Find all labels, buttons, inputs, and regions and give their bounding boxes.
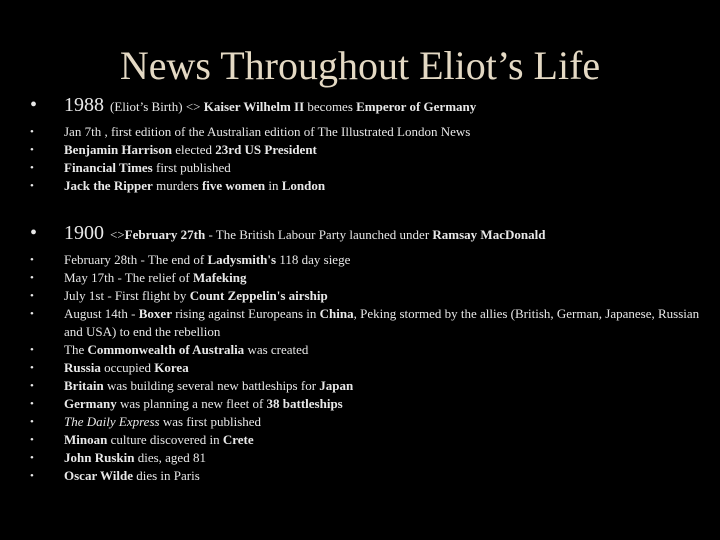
text-run: Britain xyxy=(64,378,104,393)
text-run: John Ruskin xyxy=(64,450,135,465)
list-item-text xyxy=(64,269,710,287)
bullet: • xyxy=(30,308,34,320)
list-item-text xyxy=(64,341,710,359)
bullet: • xyxy=(30,254,34,266)
list-item-text xyxy=(64,159,710,177)
item-list xyxy=(30,123,710,195)
text-run: Financial Times xyxy=(64,160,153,175)
list-item xyxy=(30,413,710,431)
list-item-text xyxy=(64,123,710,141)
text-run: Count Zeppelin's airship xyxy=(189,288,328,303)
list-item-text xyxy=(64,359,710,377)
text-run: Japan xyxy=(319,378,354,393)
text-run: February 28th - The end of xyxy=(64,252,208,267)
text-run: 38 battleships xyxy=(266,396,343,411)
text-run: murders xyxy=(152,178,202,193)
list-item xyxy=(30,141,710,159)
text-run: becomes xyxy=(304,99,357,114)
text-run: China xyxy=(319,306,354,321)
text-run: five women xyxy=(201,178,266,193)
text-run: was created xyxy=(244,342,309,357)
bullet: • xyxy=(30,416,34,428)
text-run: 23rd US President xyxy=(215,142,317,157)
list-item-text xyxy=(64,287,710,305)
bullet: • xyxy=(30,470,34,482)
bullet: • xyxy=(30,290,34,302)
bullet: • xyxy=(30,180,34,192)
text-run: Emperor of Germany xyxy=(356,99,477,114)
list-item xyxy=(30,449,710,467)
bullet: • xyxy=(30,222,38,244)
section-heading-text xyxy=(110,99,476,115)
section-year: 1900 xyxy=(64,222,104,244)
list-item xyxy=(30,305,710,341)
bullet: • xyxy=(30,452,34,464)
text-run: London xyxy=(281,178,326,193)
list-item xyxy=(30,359,710,377)
list-item xyxy=(30,287,710,305)
bullet: • xyxy=(30,144,34,156)
list-item-text xyxy=(64,449,710,467)
text-run: elected xyxy=(171,142,216,157)
text-run: Russia xyxy=(64,360,101,375)
text-run: Benjamin Harrison xyxy=(64,142,172,157)
text-run: dies in Paris xyxy=(132,468,200,483)
list-item-text xyxy=(64,141,710,159)
text-run: Crete xyxy=(222,432,254,447)
list-item xyxy=(30,467,710,485)
section-heading-text xyxy=(110,227,545,243)
text-run: <> xyxy=(110,227,125,242)
text-run: May 17th - The relief of xyxy=(64,270,193,285)
list-item-text xyxy=(64,305,710,341)
text-run: was building several new battleships for xyxy=(103,378,320,393)
text-run: Oscar Wilde xyxy=(64,468,133,483)
text-run: 118 day siege xyxy=(276,252,351,267)
section-1988 xyxy=(30,94,710,195)
list-item xyxy=(30,251,710,269)
bullet: • xyxy=(30,434,34,446)
list-item xyxy=(30,269,710,287)
list-item xyxy=(30,159,710,177)
list-item-text xyxy=(64,377,710,395)
text-run: was planning a new fleet of xyxy=(116,396,267,411)
text-run: in xyxy=(265,178,282,193)
text-run: was first published xyxy=(159,414,262,429)
list-item xyxy=(30,377,710,395)
text-run: occupied xyxy=(100,360,155,375)
list-item-text xyxy=(64,251,710,269)
section-heading xyxy=(30,222,710,245)
list-item xyxy=(30,395,710,413)
list-item xyxy=(30,123,710,141)
text-run: Commonwealth of Australia xyxy=(87,342,245,357)
text-run: Ladysmith's xyxy=(207,252,277,267)
text-run: (Eliot’s Birth) <> xyxy=(110,99,204,114)
text-run: culture discovered in xyxy=(107,432,223,447)
text-run: February 27th xyxy=(124,227,206,242)
section-heading xyxy=(30,94,710,117)
text-run: Jan 7th , first edition of the Australian edition of The Illustrated London News xyxy=(64,124,471,139)
list-item-text xyxy=(64,431,710,449)
list-item-text xyxy=(64,177,710,195)
text-run: The Daily Express xyxy=(64,414,160,429)
text-run: dies, aged 81 xyxy=(134,450,206,465)
slide-title: News Throughout Eliot’s Life xyxy=(119,43,601,88)
item-list xyxy=(30,251,710,485)
bullet: • xyxy=(30,344,34,356)
text-run: Boxer xyxy=(138,306,172,321)
section-year: 1988 xyxy=(64,94,104,116)
text-run: first published xyxy=(152,160,231,175)
list-item-text xyxy=(64,467,710,485)
bullet: • xyxy=(30,362,34,374)
list-item xyxy=(30,341,710,359)
text-run: Ramsay MacDonald xyxy=(432,227,546,242)
text-run: Mafeking xyxy=(193,270,247,285)
section-1900 xyxy=(30,222,710,485)
bullet: • xyxy=(30,398,34,410)
text-run: July 1st - First flight by xyxy=(64,288,190,303)
text-run: Minoan xyxy=(64,432,108,447)
text-run: - The British Labour Party launched under xyxy=(205,227,433,242)
text-run: The xyxy=(64,342,88,357)
text-run: rising against Europeans in xyxy=(171,306,320,321)
bullet: • xyxy=(30,380,34,392)
list-item-text xyxy=(64,413,710,431)
list-item xyxy=(30,431,710,449)
bullet: • xyxy=(30,272,34,284)
text-run: Kaiser Wilhelm II xyxy=(203,99,305,114)
text-run: August 14th - xyxy=(64,306,139,321)
bullet: • xyxy=(30,126,34,138)
text-run: , Peking stormed by the allies (British, German, Japanese, Russian and USA) to end the rebellion xyxy=(64,306,700,339)
text-run: Germany xyxy=(64,396,117,411)
list-item-text xyxy=(64,395,710,413)
bullet: • xyxy=(30,162,34,174)
text-run: Korea xyxy=(154,360,189,375)
list-item xyxy=(30,177,710,195)
text-run: Jack the Ripper xyxy=(64,178,153,193)
bullet: • xyxy=(30,94,38,116)
